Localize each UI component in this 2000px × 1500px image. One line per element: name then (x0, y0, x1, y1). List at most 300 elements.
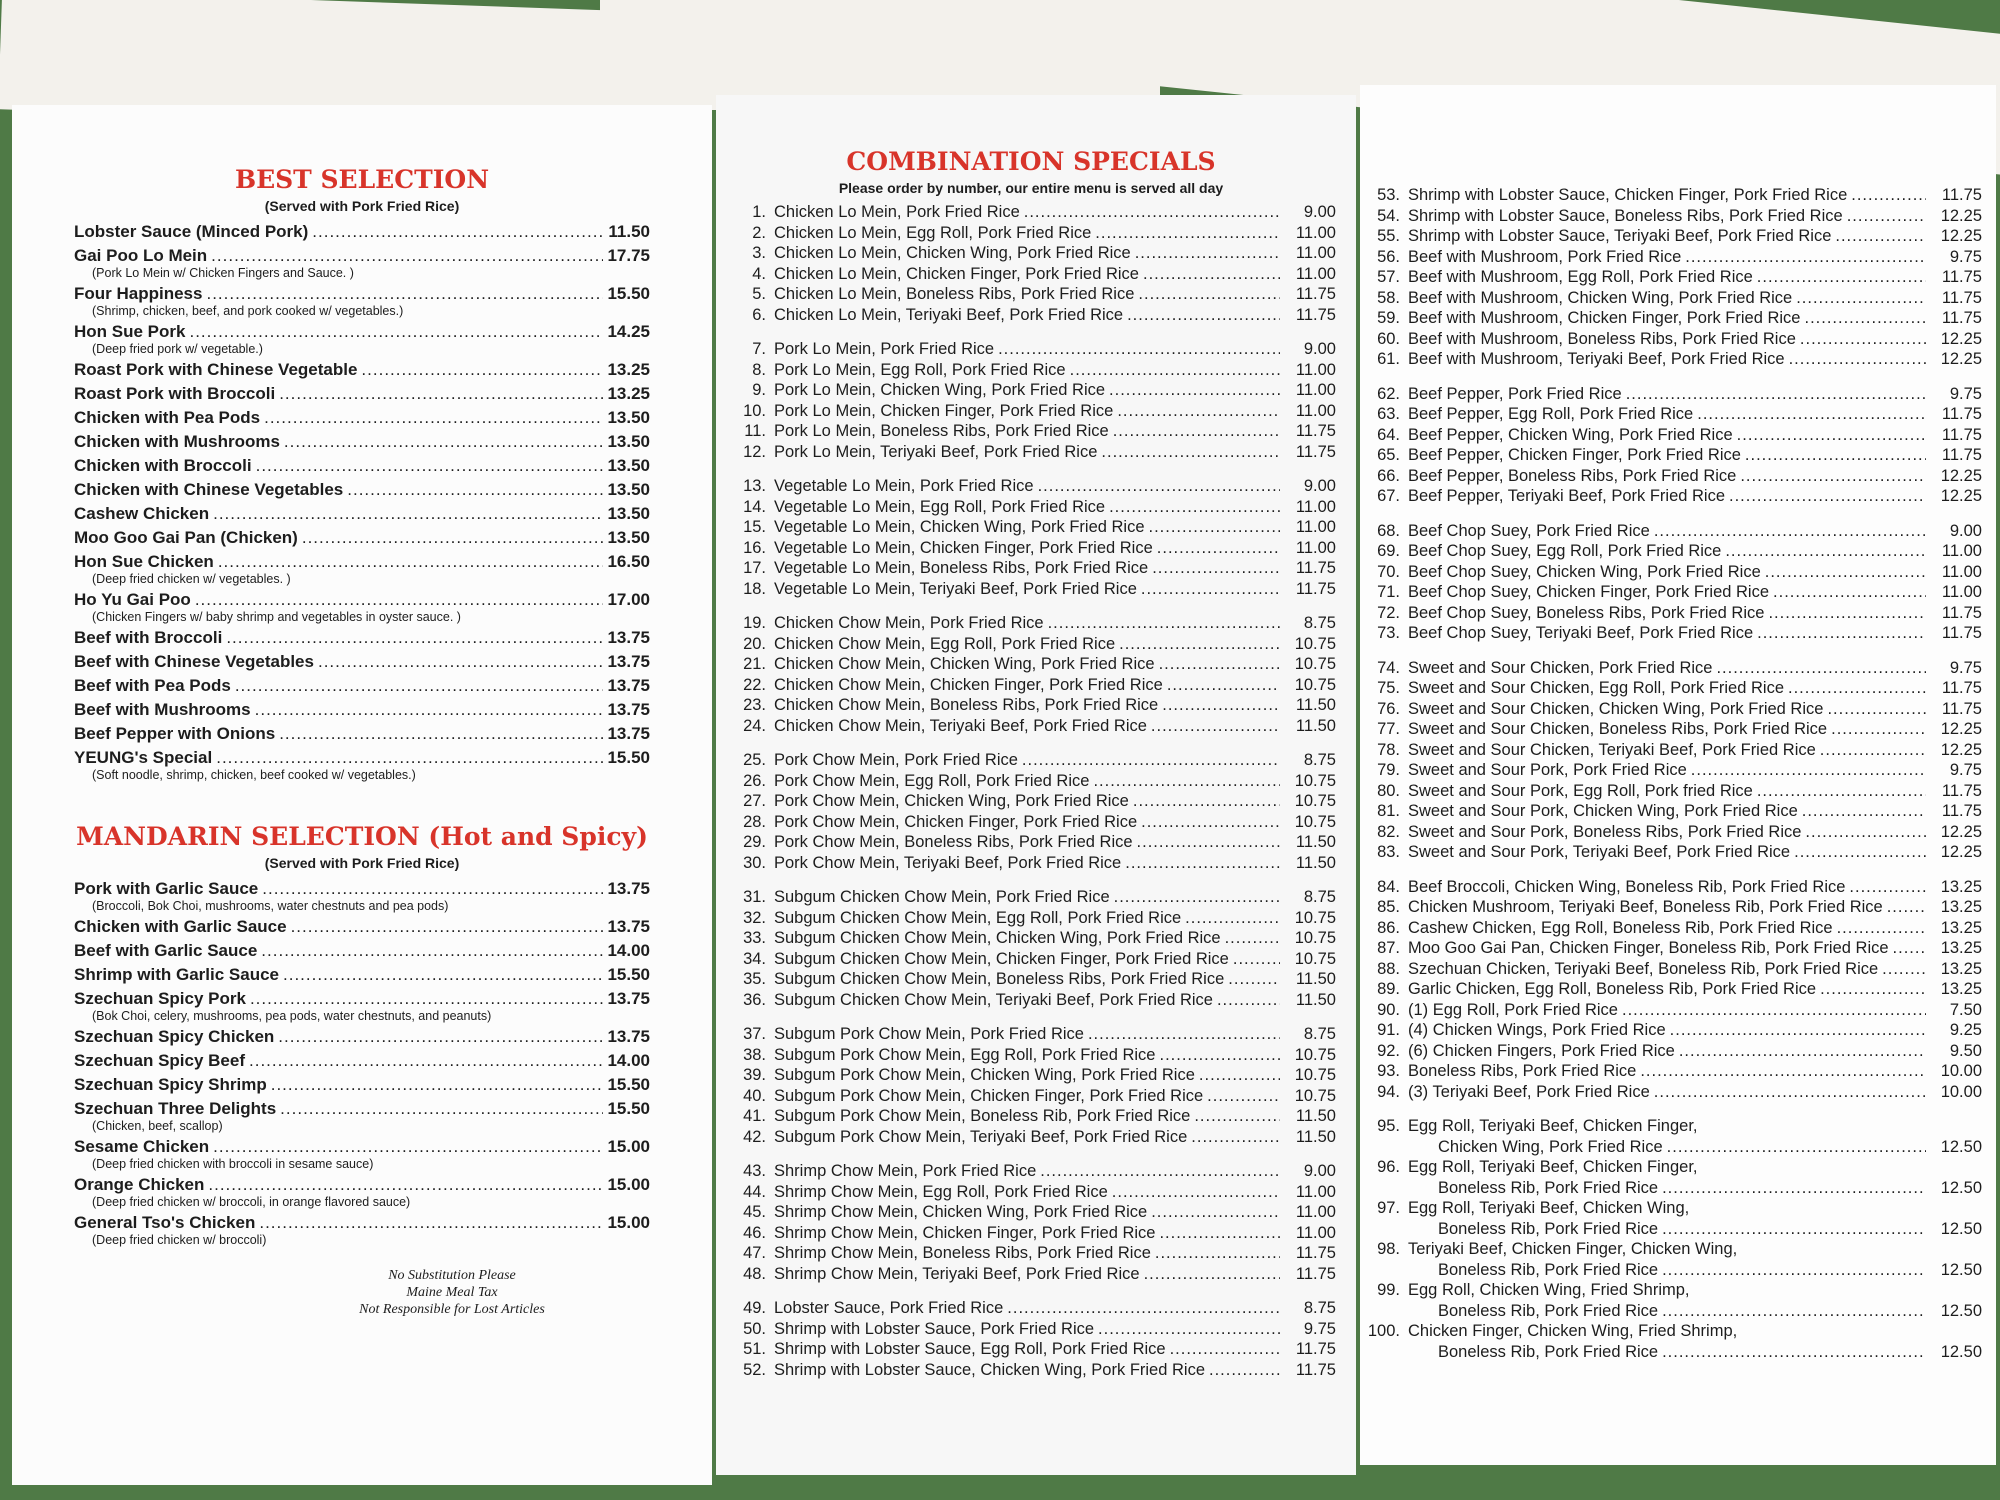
combo-number: 55. (1377, 227, 1400, 245)
combo-name: Subgum Pork Chow Mein, Egg Roll, Pork Fried Rice (774, 1045, 1156, 1064)
menu-item-price: 13.75 (607, 700, 650, 719)
combo-price: 11.75 (1941, 425, 1982, 444)
combo-group (726, 750, 1336, 873)
combo-number: 89. (1377, 980, 1400, 998)
combo-price: 8.75 (1303, 751, 1336, 769)
combo-name: Sweet and Sour Chicken, Teriyaki Beef, Pork Fried Rice (1408, 740, 1816, 759)
menu-item-price: 15.00 (607, 1213, 650, 1232)
combo-item (1360, 760, 1982, 781)
menu-item (74, 430, 650, 454)
dot-leader (1725, 541, 1926, 562)
combo-number: 26. (743, 771, 766, 790)
combo-price: 12.50 (1940, 1137, 1982, 1156)
combo-name: Chicken Chow Mein, Boneless Ribs, Pork Fried Rice (774, 696, 1159, 714)
combo-price: 13.25 (1940, 877, 1982, 896)
dot-leader (1670, 1020, 1926, 1041)
combo-price: 11.75 (1941, 288, 1982, 307)
menu-item-row (74, 915, 650, 939)
combo-price: 11.75 (1295, 442, 1336, 461)
combo-item (726, 1223, 1336, 1244)
combo-name: Beef Chop Suey, Pork Fried Rice (1408, 521, 1650, 540)
dot-leader (1773, 582, 1926, 603)
combo-item (1360, 623, 1982, 644)
combo-price: 11.75 (1295, 1264, 1336, 1283)
combo-item (726, 634, 1336, 655)
dot-leader (1228, 969, 1280, 990)
combo-item-continued (1360, 1301, 1982, 1322)
dot-leader (1040, 1161, 1280, 1182)
dot-leader (291, 915, 604, 939)
combo-number: 2. (752, 223, 766, 242)
combo-name: Egg Roll, Teriyaki Beef, Chicken Finger, (1408, 1117, 1698, 1135)
combo-item (1360, 562, 1982, 583)
menu-item-price: 14.25 (607, 322, 650, 341)
dot-leader (1194, 1106, 1280, 1127)
combo-item (726, 538, 1336, 559)
dot-leader (1162, 695, 1280, 716)
combo-number: 22. (743, 675, 766, 694)
combo-price: 10.75 (1294, 929, 1336, 947)
dot-leader (1847, 206, 1926, 227)
combo-number: 12. (743, 442, 766, 461)
menu-item-price: 14.00 (607, 941, 650, 960)
combo-number: 85. (1377, 898, 1400, 916)
combo-number: 32. (743, 908, 766, 927)
combo-price: 11.75 (1941, 802, 1982, 820)
combo-price: 13.25 (1940, 939, 1982, 957)
combo-name: Pork Lo Mein, Pork Fried Rice (774, 340, 995, 358)
dot-leader (279, 382, 603, 406)
combo-number: 54. (1377, 206, 1400, 225)
combo-name: Moo Goo Gai Pan, Chicken Finger, Boneless Rib, Pork Fried Rice (1408, 939, 1889, 957)
menu-item (74, 1135, 650, 1171)
menu-item-row (74, 877, 650, 901)
dot-leader (1155, 1243, 1280, 1264)
menu-item (74, 244, 650, 280)
dot-leader (218, 550, 604, 574)
combo-number: 81. (1377, 802, 1400, 820)
combo-number: 25. (743, 751, 766, 769)
combo-price: 11.00 (1295, 538, 1336, 557)
combo-price: 9.00 (1303, 203, 1336, 221)
middle-menu-panel (716, 95, 1356, 1475)
combo-item (726, 579, 1336, 600)
combo-name: Beef with Mushroom, Pork Fried Rice (1408, 247, 1682, 266)
combo-price: 10.75 (1294, 908, 1336, 927)
dot-leader (1794, 842, 1926, 863)
combo-item (726, 1264, 1336, 1285)
combo-name: Vegetable Lo Mein, Egg Roll, Pork Fried Rice (774, 497, 1106, 516)
combo-name: Beef Broccoli, Chicken Wing, Boneless Rib, Pork Fried Rice (1408, 877, 1846, 896)
dot-leader (1757, 267, 1926, 288)
combo-item (1360, 445, 1982, 466)
combo-item (1360, 466, 1982, 487)
dot-leader (1144, 1264, 1280, 1285)
dot-leader (189, 320, 603, 344)
menu-item-row (74, 746, 650, 770)
menu-item (74, 588, 650, 624)
menu-item (74, 877, 650, 913)
menu-item (74, 454, 650, 478)
combo-name: Egg Roll, Teriyaki Beef, Chicken Finger, (1408, 1158, 1698, 1176)
dot-leader (1119, 634, 1280, 655)
combo-price: 10.75 (1294, 1086, 1336, 1105)
combo-name: Garlic Chicken, Egg Roll, Boneless Rib, Pork Fried Rice (1408, 980, 1817, 998)
dot-leader (1159, 1223, 1280, 1244)
combo-item (1360, 842, 1982, 863)
menu-item-row (74, 987, 650, 1011)
combo-number: 79. (1377, 761, 1400, 779)
combo-item (726, 360, 1336, 381)
combo-item (726, 442, 1336, 463)
menu-item-row (74, 939, 650, 963)
dot-leader (1626, 384, 1926, 405)
combo-price: 11.00 (1941, 562, 1982, 581)
menu-item-price: 13.75 (607, 724, 650, 743)
combo-price: 10.75 (1294, 949, 1336, 968)
combo-item (1360, 486, 1982, 507)
combo-price: 11.75 (1295, 1340, 1336, 1358)
combo-number: 15. (743, 518, 766, 536)
combo-name: Subgum Pork Chow Mein, Pork Fried Rice (774, 1025, 1084, 1043)
combo-item (726, 305, 1336, 326)
dot-leader (1685, 247, 1926, 268)
combo-number: 1. (752, 203, 766, 221)
dot-leader (261, 939, 603, 963)
combo-price: 9.75 (1303, 1319, 1336, 1338)
menu-item-price: 15.50 (607, 1075, 650, 1094)
combo-price: 11.00 (1941, 542, 1982, 560)
dot-leader (1679, 1041, 1926, 1062)
combo-number: 9. (752, 381, 766, 399)
combo-name: Shrimp with Lobster Sauce, Pork Fried Rice (774, 1319, 1095, 1338)
combo-item (1360, 1041, 1982, 1062)
combo-number: 63. (1377, 405, 1400, 423)
combo-name: Pork Lo Mein, Boneless Ribs, Pork Fried Rice (774, 422, 1109, 440)
combo-number: 87. (1377, 939, 1400, 957)
combo-item (1360, 247, 1982, 268)
combo-name: Pork Lo Mein, Chicken Wing, Pork Fried Rice (774, 381, 1106, 399)
combo-price: 11.75 (1941, 679, 1982, 697)
combo-name: Chicken Chow Mein, Chicken Finger, Pork Fried Rice (774, 675, 1163, 694)
combo-name: Cashew Chicken, Egg Roll, Boneless Rib, Pork Fried Rice (1408, 918, 1833, 937)
menu-item-description: (Deep fried chicken w/ vegetables. ) (92, 572, 291, 586)
combo-number: 43. (743, 1162, 766, 1180)
menu-item-price: 15.00 (607, 1175, 650, 1194)
combo-name: (4) Chicken Wings, Pork Fried Rice (1408, 1021, 1666, 1039)
combo-group (726, 1024, 1336, 1147)
combo-item-continued (1360, 1260, 1982, 1281)
combo-number: 5. (752, 285, 766, 303)
menu-item-name: Chicken with Mushrooms (74, 432, 280, 451)
combo-price: 11.50 (1295, 696, 1336, 714)
dot-leader (1820, 740, 1926, 761)
dot-leader (347, 478, 603, 502)
combo-price: 12.25 (1940, 350, 1982, 368)
combo-item (1360, 521, 1982, 542)
combo-name: Subgum Chicken Chow Mein, Pork Fried Rice (774, 888, 1110, 906)
dot-leader (271, 1073, 604, 1097)
menu-item-name: Four Happiness (74, 284, 203, 303)
dot-leader (226, 626, 603, 650)
menu-item-name: YEUNG's Special (74, 748, 213, 767)
menu-item-name: Szechuan Spicy Beef (74, 1051, 246, 1070)
combo-name: Pork Lo Mein, Teriyaki Beef, Pork Fried Rice (774, 442, 1098, 461)
combo-price: 11.75 (1941, 186, 1982, 204)
combo-name: Chicken Lo Mein, Chicken Wing, Pork Fried Rice (774, 244, 1131, 262)
dot-leader (1159, 654, 1280, 675)
best-selection-title: BEST SELECTION (234, 165, 490, 194)
combo-price: 11.00 (1295, 381, 1336, 399)
dot-leader (1622, 1000, 1926, 1021)
combo-name: Beef with Mushroom, Boneless Ribs, Pork Fried Rice (1408, 329, 1796, 348)
combo-price: 10.00 (1940, 1082, 1982, 1101)
combo-name: Egg Roll, Chicken Wing, Fried Shrimp, (1408, 1281, 1690, 1299)
dot-leader (1662, 1342, 1926, 1363)
combo-price: 9.50 (1949, 1041, 1982, 1060)
combo-item (726, 1086, 1336, 1107)
menu-item-row (74, 1073, 650, 1097)
dot-leader (279, 722, 603, 746)
menu-item (74, 698, 650, 722)
combo-number: 23. (743, 696, 766, 714)
combo-number: 13. (743, 477, 766, 495)
combo-item (1360, 1000, 1982, 1021)
menu-item-row (74, 1049, 650, 1073)
menu-item-price: 13.50 (607, 480, 650, 499)
dot-leader (998, 339, 1280, 360)
combo-name: Pork Chow Mein, Chicken Wing, Pork Fried Rice (774, 792, 1129, 810)
dot-leader (1831, 719, 1926, 740)
combo-item (726, 832, 1336, 853)
combo-number: 92. (1377, 1041, 1400, 1060)
menu-item-price: 17.00 (607, 590, 650, 609)
combo-number: 24. (743, 716, 766, 735)
combo-name-continued: Boneless Rib, Pork Fried Rice (1438, 1342, 1659, 1361)
combo-item (726, 1319, 1336, 1340)
combo-item-continued (1360, 1137, 1982, 1158)
combo-price: 9.00 (1303, 340, 1336, 358)
combo-price: 8.75 (1303, 614, 1336, 632)
combo-number: 28. (743, 812, 766, 831)
dot-leader (1697, 404, 1926, 425)
dot-leader (1101, 442, 1280, 463)
combo-price: 12.25 (1940, 822, 1982, 841)
menu-item (74, 1097, 650, 1133)
combination-specials-list-continued (1360, 185, 1982, 1362)
menu-item (74, 478, 650, 502)
menu-item-row (74, 1211, 650, 1235)
best-selection-list (74, 220, 650, 782)
combo-price: 11.00 (1295, 518, 1336, 536)
combo-number: 90. (1377, 1000, 1400, 1019)
combo-price: 11.75 (1295, 559, 1336, 577)
dot-leader (1654, 521, 1926, 542)
combo-price: 12.25 (1940, 720, 1982, 738)
menu-item-name: Gai Poo Lo Mein (74, 246, 208, 265)
combo-item (1360, 404, 1982, 425)
combo-item (726, 1045, 1336, 1066)
menu-item-name: Ho Yu Gai Poo (74, 590, 191, 609)
dot-leader (1007, 1298, 1280, 1319)
combo-name: Sweet and Sour Pork, Pork Fried Rice (1408, 761, 1687, 779)
menu-item-row (74, 1173, 650, 1197)
combo-item (726, 1202, 1336, 1223)
combo-name: Subgum Pork Chow Mein, Chicken Wing, Pork Fried Rice (774, 1066, 1195, 1084)
combo-number: 86. (1377, 918, 1400, 937)
menu-item-row (74, 382, 650, 406)
dot-leader (195, 588, 604, 612)
combo-name: Shrimp with Lobster Sauce, Egg Roll, Pork Fried Rice (774, 1340, 1166, 1358)
dot-leader (1143, 264, 1280, 285)
combo-price: 12.25 (1940, 466, 1982, 485)
combo-name: Szechuan Chicken, Teriyaki Beef, Boneless Rib, Pork Fried Rice (1408, 959, 1879, 978)
combo-item (1360, 979, 1982, 1000)
dot-leader (213, 1135, 603, 1159)
combo-item (726, 264, 1336, 285)
combo-number: 51. (743, 1340, 766, 1358)
dot-leader (1796, 288, 1926, 309)
dot-leader (1038, 476, 1280, 497)
combo-number: 18. (743, 579, 766, 598)
menu-item-name: Beef with Mushrooms (74, 700, 251, 719)
combo-item (726, 517, 1336, 538)
menu-item-row (74, 626, 650, 650)
combo-item (1360, 1082, 1982, 1103)
combo-number: 58. (1377, 288, 1400, 307)
menu-item-name: Lobster Sauce (Minced Pork) (74, 222, 309, 241)
combo-number: 65. (1377, 446, 1400, 464)
combo-price: 7.50 (1949, 1000, 1982, 1019)
dot-leader (1640, 1061, 1926, 1082)
combo-price: 12.25 (1940, 227, 1982, 245)
combo-group (726, 887, 1336, 1010)
combo-price: 11.00 (1295, 497, 1336, 516)
dot-leader (280, 1097, 603, 1121)
combo-name-continued: Boneless Rib, Pork Fried Rice (1438, 1178, 1659, 1197)
combo-item (1360, 959, 1982, 980)
menu-item-price: 16.50 (607, 552, 650, 571)
combo-price: 10.75 (1294, 1066, 1336, 1084)
combo-number: 42. (743, 1127, 766, 1146)
combo-item (726, 853, 1336, 874)
combo-number: 41. (743, 1107, 766, 1125)
combo-price: 11.50 (1295, 970, 1336, 988)
menu-item (74, 1173, 650, 1209)
dot-leader (1662, 1260, 1926, 1281)
combo-item (1360, 801, 1982, 822)
combo-price: 11.50 (1295, 990, 1336, 1009)
combo-item (1360, 740, 1982, 761)
combo-name: Beef with Mushroom, Chicken Wing, Pork Fried Rice (1408, 288, 1793, 307)
combo-number: 46. (743, 1223, 766, 1242)
combo-item (726, 558, 1336, 579)
dot-leader (250, 987, 604, 1011)
combo-number: 100. (1367, 1322, 1400, 1340)
combo-number: 70. (1377, 562, 1400, 581)
dot-leader (211, 244, 603, 268)
combo-number: 96. (1377, 1158, 1400, 1176)
dot-leader (213, 502, 603, 526)
menu-item-price: 13.50 (607, 528, 650, 547)
combo-price: 12.50 (1940, 1342, 1982, 1361)
menu-item-row (74, 1025, 650, 1049)
dot-leader (1737, 425, 1926, 446)
menu-item (74, 963, 650, 987)
menu-item (74, 915, 650, 939)
right-menu-panel (1360, 85, 1996, 1465)
combo-item (1360, 877, 1982, 898)
combo-name-continued: Boneless Rib, Pork Fried Rice (1438, 1301, 1659, 1320)
combo-item (726, 949, 1336, 970)
combo-name: Beef with Mushroom, Egg Roll, Pork Fried Rice (1408, 268, 1753, 286)
menu-item-row (74, 674, 650, 698)
combo-group (726, 1298, 1336, 1380)
combo-number: 75. (1377, 679, 1400, 697)
combo-price: 11.75 (1941, 446, 1982, 464)
combo-name: Beef Pepper, Pork Fried Rice (1408, 384, 1622, 403)
combo-item (1360, 226, 1982, 247)
combo-name: Shrimp with Lobster Sauce, Boneless Ribs, Pork Fried Rice (1408, 206, 1843, 225)
dot-leader (1800, 329, 1926, 350)
combo-number: 44. (743, 1182, 766, 1201)
menu-item-price: 13.75 (607, 879, 650, 898)
combo-name: Pork Chow Mein, Chicken Finger, Pork Fried Rice (774, 812, 1138, 831)
menu-item-price: 15.50 (607, 284, 650, 303)
combo-item (726, 1339, 1336, 1360)
combo-number: 37. (743, 1025, 766, 1043)
combo-item (726, 750, 1336, 771)
menu-item-row (74, 722, 650, 746)
combo-item (726, 613, 1336, 634)
menu-item-name: Beef with Chinese Vegetables (74, 652, 314, 671)
combo-number: 39. (743, 1066, 766, 1084)
combo-name: Sweet and Sour Pork, Egg Roll, Pork fried Rice (1408, 781, 1753, 800)
combo-price: 10.75 (1294, 771, 1336, 790)
combo-item (1360, 781, 1982, 802)
combo-price: 11.00 (1295, 223, 1336, 242)
combo-number: 60. (1377, 329, 1400, 348)
combo-name: Pork Lo Mein, Egg Roll, Pork Fried Rice (774, 360, 1066, 379)
combo-number: 11. (744, 422, 766, 440)
combo-item (726, 401, 1336, 422)
combo-item (1360, 206, 1982, 227)
combo-name: Sweet and Sour Pork, Teriyaki Beef, Pork Fried Rice (1408, 843, 1791, 861)
dot-leader (1802, 801, 1926, 822)
dot-leader (206, 282, 603, 306)
combo-name: Teriyaki Beef, Chicken Finger, Chicken Wing, (1408, 1240, 1738, 1258)
dot-leader (1757, 781, 1926, 802)
combo-name: (6) Chicken Fingers, Pork Fried Rice (1408, 1041, 1675, 1060)
dot-leader (1804, 308, 1926, 329)
menu-item-price: 13.50 (607, 456, 650, 475)
menu-item-description: (Broccoli, Bok Choi, mushrooms, water chestnuts and pea pods) (92, 899, 449, 913)
menu-item (74, 674, 650, 698)
footer-note-line: Maine Meal Tax (406, 1285, 498, 1300)
menu-item-description: (Bok Choi, celery, mushrooms, pea pods, water chestnuts, and peanuts) (92, 1009, 492, 1023)
menu-item-description: (Pork Lo Mein w/ Chicken Fingers and Sauce. ) (92, 266, 354, 280)
menu-item-price: 15.50 (607, 1099, 650, 1118)
combo-item (726, 1182, 1336, 1203)
combo-item (726, 1298, 1336, 1319)
combo-number: 50. (743, 1319, 766, 1338)
dot-leader (302, 526, 604, 550)
dot-leader (208, 1173, 603, 1197)
menu-item-row (74, 698, 650, 722)
combo-item-continued (1360, 1219, 1982, 1240)
menu-item-price: 13.25 (607, 360, 650, 379)
combo-number: 84. (1377, 877, 1400, 896)
